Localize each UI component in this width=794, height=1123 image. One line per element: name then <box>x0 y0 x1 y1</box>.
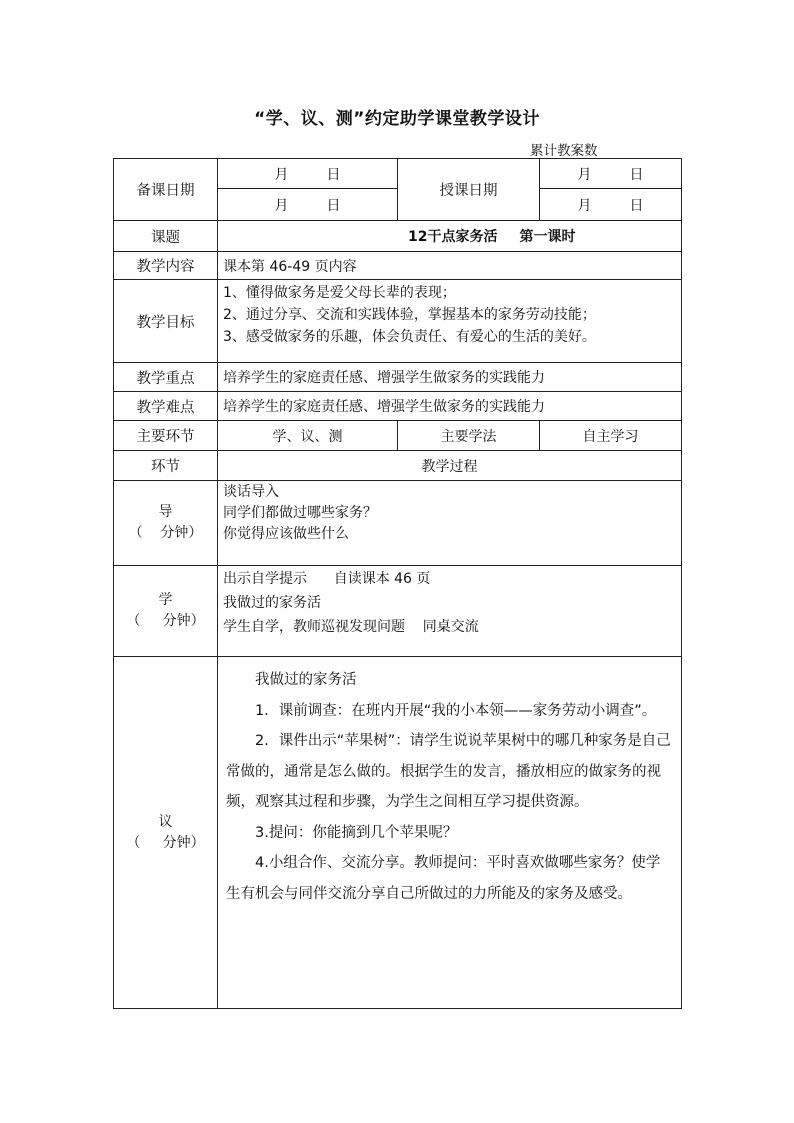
prep-month-2: 月 <box>274 197 289 214</box>
content-value: 课本第 46-49 页内容 <box>218 252 682 280</box>
lesson-plan-table <box>113 158 682 1009</box>
teach-date-row2 <box>540 189 682 221</box>
content-label: 教学内容 <box>114 252 218 280</box>
xue-line: 学生自学，教师巡视发现问题 同桌交流 <box>223 619 479 635</box>
goals-list <box>218 280 682 363</box>
dao-line: 同学们都做过哪些家务？ <box>223 505 377 521</box>
xue-line: 我做过的家务活 <box>223 595 321 611</box>
stage-xue-minutes: （ 分钟） <box>126 613 205 629</box>
stage-xue-name: 学 <box>158 592 173 608</box>
stage-yi-name: 议 <box>158 813 173 830</box>
topic-value-cell <box>218 221 682 252</box>
prep-date-row2 <box>218 189 398 221</box>
teach-date-row1 <box>540 159 682 189</box>
stage-yi-cell <box>114 657 218 1009</box>
focus-label: 教学重点 <box>114 363 218 392</box>
method-value: 自主学习 <box>540 421 682 451</box>
teach-month-1: 月 <box>577 166 592 183</box>
stage-yi-content <box>218 657 682 1009</box>
teach-day-2: 日 <box>629 197 644 214</box>
dao-line: 谈话导入 <box>223 484 279 500</box>
teach-month-2: 月 <box>577 197 592 214</box>
document-title: “学、议、测”约定助学课堂教学设计 <box>254 109 540 129</box>
yi-paragraph: 2．课件出示“苹果树”：请学生说说苹果树中的哪几种家务是自己常做的，通常是怎么做的。根据学生的发言，播放相应的做家务的视频，观察其过程和步骤，为学生之间相互学习提供资源。 <box>226 733 671 810</box>
counter-blank <box>598 144 662 159</box>
focus-value: 培养学生的家庭责任感、增强学生做家务的实践能力 <box>218 363 682 392</box>
stage-xue-content <box>218 566 682 657</box>
teach-date-label: 授课日期 <box>398 159 540 221</box>
prep-day-1: 日 <box>326 166 341 183</box>
goal-item: 3、感受做家务的乐趣，体会负责任、有爱心的生活的美好。 <box>223 329 596 345</box>
prep-month-1: 月 <box>274 166 289 183</box>
difficulty-label: 教学难点 <box>114 392 218 421</box>
method-label: 主要学法 <box>398 421 540 451</box>
stage-yi-minutes: （ 分钟） <box>126 834 205 851</box>
prep-date-row1 <box>218 159 398 189</box>
goal-item: 1、懂得做家务是爱父母长辈的表现； <box>223 285 456 301</box>
difficulty-value: 培养学生的家庭责任感、增强学生做家务的实践能力 <box>218 392 682 421</box>
xue-line: 出示自学提示 自读课本 46 页 <box>223 571 431 587</box>
topic-period: 第一课时 <box>519 229 576 245</box>
prep-date-label: 备课日期 <box>114 159 218 221</box>
process-stage-header: 环节 <box>114 451 218 481</box>
dao-line: 你觉得应该做些什么 <box>223 526 349 542</box>
stage-dao-cell <box>114 481 218 566</box>
process-header: 教学过程 <box>218 451 682 481</box>
topic-value: 12干点家务活 <box>408 229 498 245</box>
topic-label: 课题 <box>114 221 218 252</box>
stage-dao-name: 导 <box>158 504 173 520</box>
lesson-plan-counter <box>530 139 662 159</box>
stage-dao-content <box>218 481 682 566</box>
teach-day-1: 日 <box>629 166 644 183</box>
prep-day-2: 日 <box>326 197 341 214</box>
goals-label: 教学目标 <box>114 280 218 363</box>
yi-paragraph: 3.提问：你能摘到几个苹果呢？ <box>255 824 458 841</box>
counter-label: 累计教案数 <box>530 143 598 159</box>
yi-paragraph: 我做过的家务活 <box>255 672 357 688</box>
stage-xue-cell <box>114 566 218 657</box>
main-links-label: 主要环节 <box>114 421 218 451</box>
goal-item: 2、通过分享、交流和实践体验，掌握基本的家务劳动技能； <box>223 307 596 323</box>
stage-dao-minutes: （ 分钟） <box>128 525 203 541</box>
yi-paragraph: 4.小组合作、交流分享。教师提问：平时喜欢做哪些家务？使学生有机会与同伴交流分享自己所做过的力所能及的家务及感受。 <box>226 855 661 902</box>
yi-paragraph: 1．课前调查：在班内开展“我的小本领——家务劳动小调查”。 <box>255 702 657 719</box>
main-links-value: 学、议、测 <box>218 421 398 451</box>
